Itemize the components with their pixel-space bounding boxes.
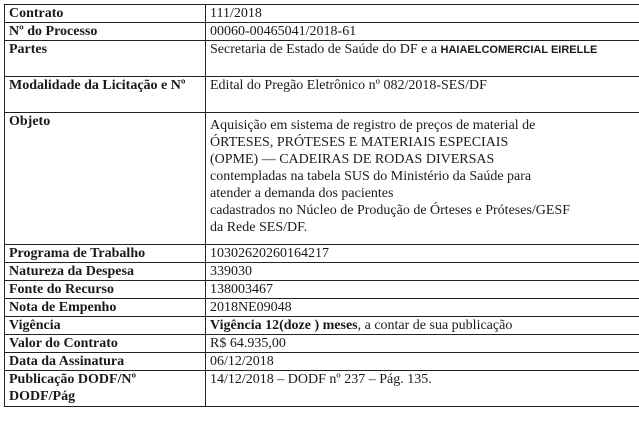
objeto-line: (OPME) — CADEIRAS DE RODAS DIVERSAS (210, 152, 495, 167)
row-publicacao (5, 371, 639, 407)
value-vigencia (206, 317, 639, 335)
row-natureza (5, 263, 639, 281)
label-publicacao: Publicação DODF/Nº DODF/Pág (5, 371, 206, 407)
row-fonte (5, 281, 639, 299)
value-programa: 10302620260164217 (206, 245, 639, 263)
label-objeto: Objeto (5, 113, 206, 245)
value-fonte: 138003467 (206, 281, 639, 299)
row-contrato (5, 5, 639, 23)
label-assinatura: Data da Assinatura (5, 353, 206, 371)
label-processo: Nº do Processo (5, 23, 206, 41)
row-partes (5, 41, 639, 77)
value-empenho: 2018NE09048 (206, 299, 639, 317)
row-modalidade (5, 77, 639, 113)
value-objeto (206, 113, 639, 245)
value-processo: 00060-00465041/2018-61 (206, 23, 639, 41)
objeto-line: cadastrados no Núcleo de Produção de Órteses e Próteses/GESF (210, 203, 571, 218)
partes-company: HAIAELCOMERCIAL EIRELLE (440, 44, 598, 56)
vigencia-term: Vigência 12(doze ) meses (210, 318, 358, 333)
label-modalidade: Modalidade da Licitação e Nº (5, 77, 206, 113)
label-vigencia: Vigência (5, 317, 206, 335)
objeto-line: contempladas na tabela SUS do Ministério da Saúde para (210, 169, 532, 184)
partes-text: Secretaria de Estado de Saúde do DF e a (210, 42, 438, 57)
value-assinatura: 06/12/2018 (206, 353, 639, 371)
row-empenho (5, 299, 639, 317)
label-programa: Programa de Trabalho (5, 245, 206, 263)
label-contrato: Contrato (5, 5, 206, 23)
row-programa (5, 245, 639, 263)
objeto-line: atender a demanda dos pacientes (210, 186, 394, 201)
value-partes (206, 41, 639, 77)
objeto-line: da Rede SES/DF. (210, 220, 308, 235)
value-natureza: 339030 (206, 263, 639, 281)
row-assinatura (5, 353, 639, 371)
contract-summary (4, 4, 634, 407)
value-valor: R$ 64.935,00 (206, 335, 639, 353)
value-publicacao: 14/12/2018 – DODF nº 237 – Pág. 135. (206, 371, 639, 407)
row-objeto (5, 113, 639, 245)
label-partes: Partes (5, 41, 206, 77)
value-modalidade: Edital do Pregão Eletrônico nº 082/2018-SES/DF (206, 77, 639, 113)
row-vigencia (5, 317, 639, 335)
objeto-line: Aquisição em sistema de registro de preços de material de (210, 118, 536, 133)
label-valor: Valor do Contrato (5, 335, 206, 353)
label-fonte: Fonte do Recurso (5, 281, 206, 299)
value-contrato: 111/2018 (206, 5, 639, 23)
contract-table (4, 4, 639, 407)
objeto-line: ÓRTESES, PRÓTESES E MATERIAIS ESPECIAIS (210, 135, 509, 150)
vigencia-rest: , a contar de sua publicação (357, 318, 513, 333)
label-empenho: Nota de Empenho (5, 299, 206, 317)
row-valor (5, 335, 639, 353)
row-processo (5, 23, 639, 41)
label-natureza: Natureza da Despesa (5, 263, 206, 281)
